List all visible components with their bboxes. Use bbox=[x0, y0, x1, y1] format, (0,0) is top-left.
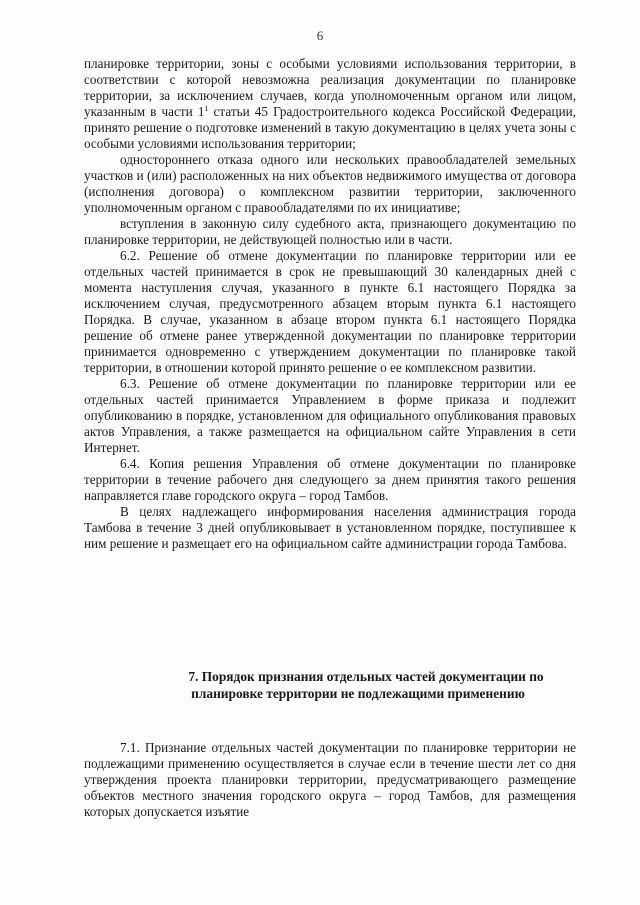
paragraph-text-tail: статьи 45 Градостроительного кодекса Российской Федерации, принято решение о подготовке изменений в такую документацию в целях учета зоны с особыми условиями использования территории; bbox=[84, 104, 576, 151]
paragraph-7-1: 7.1. Признание отдельных частей документации по планировке территории не подлежащими применению осуществляется в случае если в течение шести лет со дня утверждения проекта планировки территории, предусматривающего размещение объектов местного значения городского округа – город Тамбов, для размещения которых допускается изъятие bbox=[84, 740, 576, 819]
superscript: 1 bbox=[204, 104, 209, 113]
paragraph-6-4: 6.4. Копия решения Управления об отмене документации по планировке территории в течение рабочего дня следующего за днем принятия такого решения направляется главе городского округа – город Тамбов. bbox=[84, 456, 576, 503]
page-number: 6 bbox=[316, 28, 324, 43]
section-heading-line1: 7. Порядок признания отдельных частей документации по bbox=[188, 669, 544, 684]
document-body bbox=[84, 56, 576, 552]
paragraph-unilateral-refusal: одностороннего отказа одного или нескольких правообладателей земельных участков и (или) расположенных на них объектов недвижимого имущества от договора (исполнения договора) о комплексном развитии территории, заключенного уполномоченным органом с правообладателями по их инициативе; bbox=[84, 152, 576, 215]
paragraph-6-3: 6.3. Решение об отмене документации по планировке территории или ее отдельных частей принимается Управлением в форме приказа и подлежит опубликованию в порядке, установленном для официального опубликования правовых актов Управления, а также размещается на официальном сайте Управления в сети Интернет. bbox=[84, 376, 576, 455]
paragraph-text: планировке территории, зоны с особыми условиями использования территории, в соответствии с которой невозможна реализация документации по планировке территории, за исключением случаев, когда уполномоченным органом или лицом, указанным в части 1 bbox=[84, 56, 576, 119]
section-heading bbox=[84, 668, 576, 702]
paragraph-6-2: 6.2. Решение об отмене документации по планировке территории или ее отдельных частей принимается в срок не превышающий 30 календарных дней с момента наступления случая, указанного в пункте 6.1 настоящего Порядка за исключением случая, предусмотренного абзацем вторым пункта 6.1 настоящего Порядка. В случае, указанном в абзаце втором пункта 6.1 настоящего Порядка решение об отмене ранее утвержденной документации по планировке территории принимается одновременно с утверждением документации по планировке такой территории, в отношении которой принято решение о ее комплексном развитии. bbox=[84, 248, 576, 375]
paragraph-informing: В целях надлежащего информирования населения администрация города Тамбова в течение 3 дней опубликовывает в установленном порядке, поступившее к ним решение и размещает его на официальном сайте администрации города Тамбова. bbox=[84, 504, 576, 551]
paragraph-continuation bbox=[84, 56, 576, 152]
paragraph-court-act: вступления в законную силу судебного акта, признающего документацию по планировке территории, не действующей полностью или в части. bbox=[84, 216, 576, 247]
section-7-body bbox=[84, 740, 576, 820]
section-heading-line2: планировке территории не подлежащими применению bbox=[191, 686, 525, 701]
